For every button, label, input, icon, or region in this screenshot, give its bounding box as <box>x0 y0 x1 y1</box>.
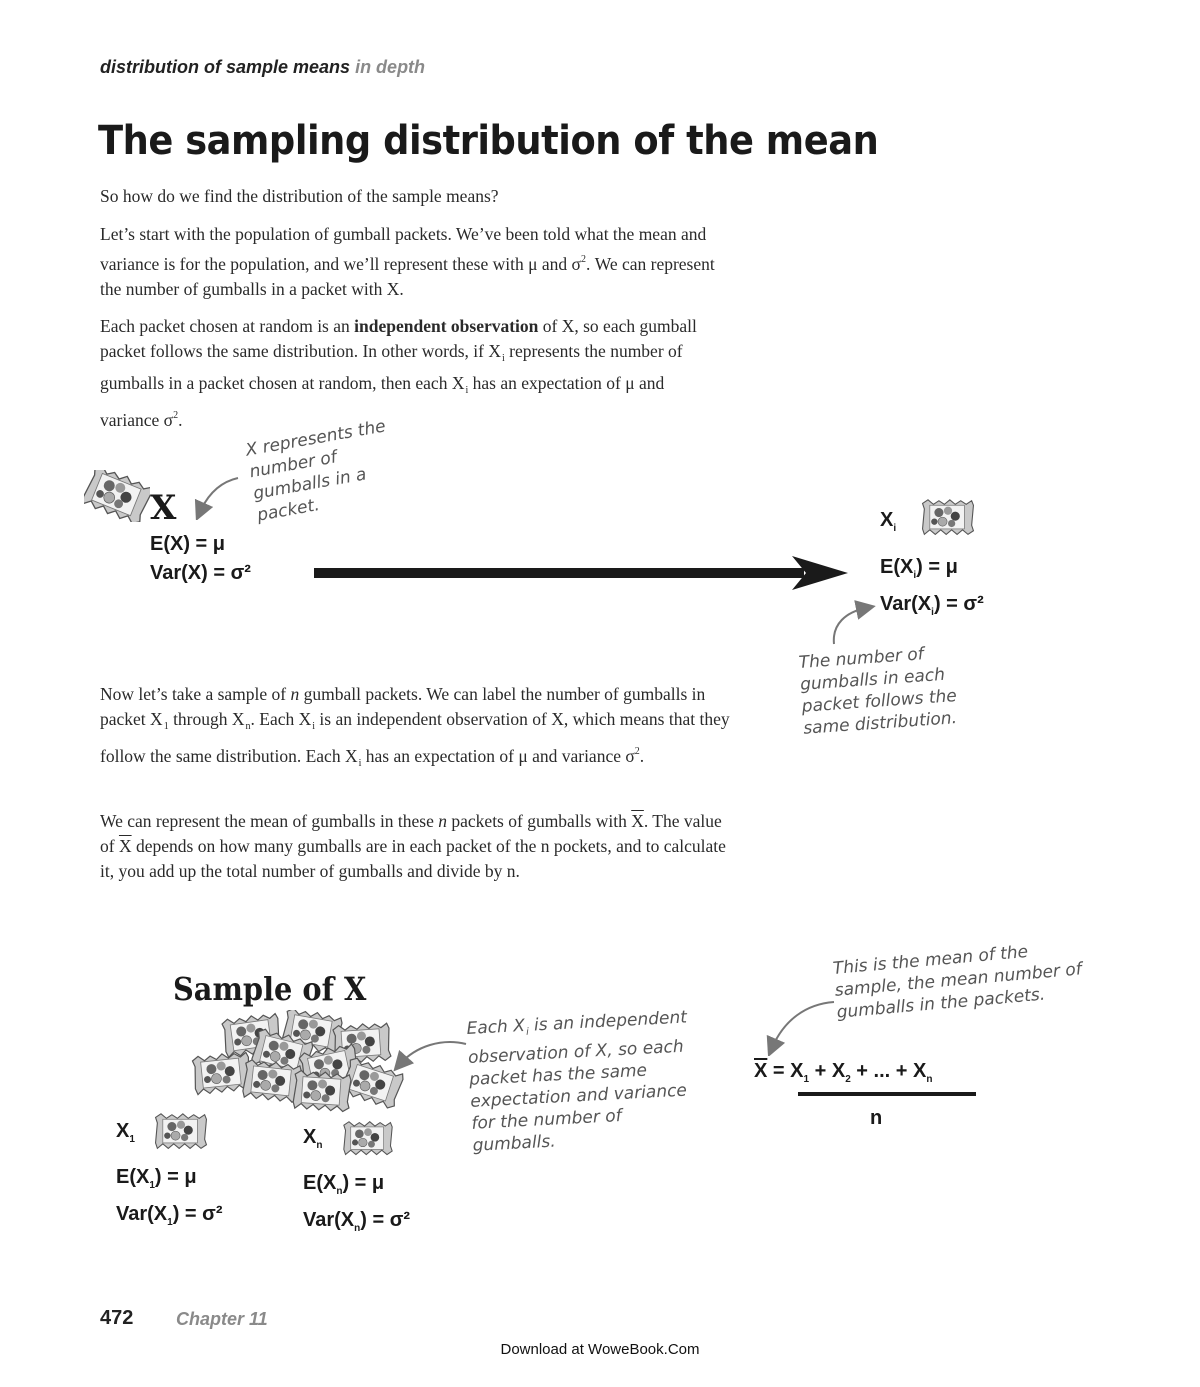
p3-text-a: Each packet chosen at random is an <box>100 316 355 336</box>
p2-text-b: . We can represent the number of gumballs in a packet with X. <box>100 254 715 299</box>
population-formulas <box>150 530 251 588</box>
gumball-packet-icon <box>918 498 978 538</box>
p4-sub-i1: i <box>312 721 316 732</box>
p3-sub-i2: i <box>465 385 469 396</box>
x1-expectation: $E(X_1) = \mu$ <box>116 1166 197 1191</box>
p4-sub-n: n <box>245 721 251 732</box>
individual-variance: $Var(X_i) = \sigma^2$ <box>880 593 984 618</box>
p3-period: . <box>178 410 183 430</box>
p5-xbar-2: $\overline{X}$ <box>118 836 132 856</box>
x1-variance: $Var(X_1) = \sigma^2$ <box>116 1203 223 1228</box>
p2-text-a: Let’s start with the population of gumball packets. We’ve been told what the mean and variance is for the population, and we’ll represent these with μ and σ <box>100 224 707 274</box>
xn-variance: $Var(X_n) = \sigma^2$ <box>303 1209 411 1234</box>
mean-note: This is the mean of the sample, the mean number of gumballs in the packets. <box>832 941 1083 1023</box>
paragraph-mean <box>100 809 732 884</box>
individual-label-sub: i <box>893 523 897 534</box>
gumball-packet-icon <box>152 1112 210 1152</box>
sample-heading: Sample of X <box>173 970 367 1008</box>
p5-text-b: packets of gumballs with <box>447 811 632 831</box>
p5-xbar-1: $\overline{X}$ <box>631 811 644 831</box>
gumball-packet-icon <box>84 470 150 522</box>
p5-n: n <box>438 811 448 831</box>
individual-note-arrow <box>826 600 886 648</box>
sample-note-a: Each X <box>466 1015 526 1039</box>
mean-note-arrow <box>760 996 840 1056</box>
page-title: The sampling distribution of the mean <box>98 118 879 164</box>
header-section-title: distribution of sample means <box>100 57 351 77</box>
fraction-bar <box>798 1092 976 1096</box>
population-label: X <box>150 488 177 528</box>
gumball-packet-pile <box>182 1010 412 1115</box>
p3-text-b: of X, so each gumball packet follows the same distribution. In other words, if X <box>100 316 697 361</box>
paragraph-sample <box>100 682 730 776</box>
p4-text-b: gumball packets. We can label the number of gumballs in packet X <box>100 684 706 729</box>
paragraph-independent <box>100 314 725 433</box>
running-header <box>100 57 425 78</box>
p3-bold: independent observation <box>354 316 539 336</box>
population-note-arrow <box>190 470 250 520</box>
xn-label: $X_n$ <box>303 1126 323 1151</box>
individual-label <box>880 506 896 543</box>
p3-sub-i1: i <box>501 353 505 364</box>
xn-formulas <box>303 1169 410 1243</box>
individual-note: The number of gumballs in each packet follows the same distribution. <box>798 644 958 739</box>
p4-text-f: has an expectation of μ and variance σ <box>361 746 635 766</box>
mean-xbar: $\overline{X}$ <box>754 1060 768 1082</box>
paragraph-intro <box>100 184 730 209</box>
p1-text: So how do we find the distribution of the sample means? <box>100 186 499 206</box>
p4-text-e: is an independent observation of X, which means that they follow the same distribution. Each X <box>100 709 730 766</box>
p4-sub-1: 1 <box>163 721 169 732</box>
p4-sub-i2: i <box>358 758 362 769</box>
p4-sup: 2 <box>634 746 640 757</box>
p5-text-c: . The value of <box>100 811 722 856</box>
p5-text-d: depends on how many gumballs are in each packet of the n pockets, and to calculate it, you add up the total number of gumballs and divide by n. <box>100 836 726 881</box>
download-credit: Download at WoweBook.Com <box>500 1341 700 1358</box>
xn-expectation: $E(X_n) = \mu$ <box>303 1172 385 1197</box>
gumball-packet-icon <box>340 1120 396 1158</box>
p4-period: . <box>639 746 645 766</box>
paragraph-population <box>100 222 730 302</box>
page-number: 472 <box>100 1307 134 1329</box>
sample-note <box>466 1006 703 1157</box>
big-arrow <box>312 556 852 590</box>
p4-text-c: through X <box>168 709 245 729</box>
p2-sup: 2 <box>580 254 586 265</box>
x1-formulas <box>116 1163 223 1237</box>
p3-sup: 2 <box>173 410 179 421</box>
p5-text-a: We can represent the mean of gumballs in these <box>100 811 439 831</box>
p3-text-c: represents the number of gumballs in a packet chosen at random, then each X <box>100 341 683 393</box>
population-expectation: E(X) = μ <box>150 533 226 555</box>
individual-expectation: $E(X_i) = \mu$ <box>880 556 958 581</box>
x1-label: $X_1$ <box>116 1120 135 1145</box>
individual-formulas <box>880 553 984 627</box>
p4-text-d: . Each X <box>250 709 312 729</box>
sample-note-b: is an independent observation of X, so each packet has the same expectation and variance for the number of gumballs. <box>467 1007 688 1156</box>
p4-text-a: Now let’s take a sample of <box>100 684 291 704</box>
sample-note-sub: i <box>525 1026 530 1038</box>
p3-text-d: has an expectation of μ and variance σ <box>100 373 665 430</box>
individual-label-text: X <box>880 509 894 531</box>
mean-formula-numerator: $\overline{X} = X_1 + X_2$ + ... + $X_n$ <box>754 1060 933 1085</box>
mean-formula-denominator: n <box>870 1107 883 1129</box>
sample-note-arrow <box>392 1032 470 1072</box>
chapter-label: Chapter 11 <box>176 1309 268 1329</box>
population-variance: Var(X) = σ² <box>150 562 251 584</box>
population-note: X represents the number of gumballs in a packet. <box>244 416 388 526</box>
p4-n: n <box>290 684 300 704</box>
header-tag: in depth <box>355 57 426 77</box>
